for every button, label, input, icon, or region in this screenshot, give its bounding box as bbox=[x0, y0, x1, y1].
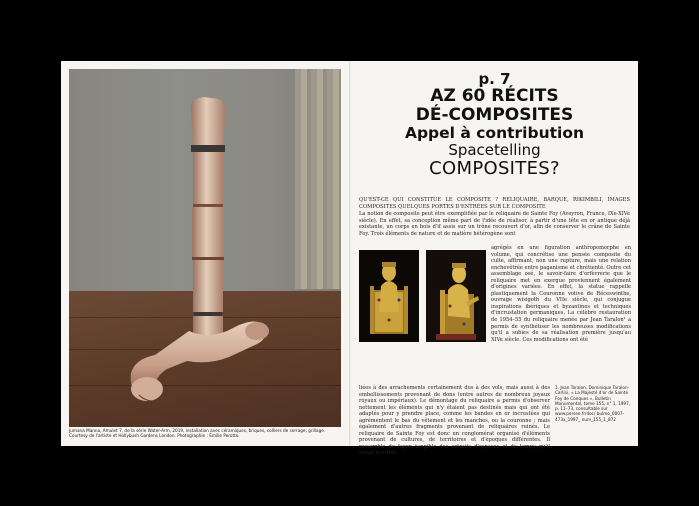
sculpture bbox=[69, 69, 341, 427]
magazine-spread bbox=[61, 61, 638, 457]
heading-line-4: Spacetelling bbox=[448, 141, 541, 159]
caption-line-2: Courtesy de l'artiste et Hollybush Gardens London. Photographie : Émilie Perotto. bbox=[69, 433, 240, 439]
caption-line-1: Jumana Manna, Amulet 7, de la série Water-Arm, 2019, installation avec céramiques, briques, colliers de serrage, grillage. bbox=[69, 428, 326, 433]
paragraph-column-right: agrégés en une figuration anthropomorphe en volume, qui concrétise une pensée composite du culte, affirmant, non une rupture, mais une relation enchevêtrée entre paganisme et chrétienté. Outre cet assemblage osé, le savoir-faire d'orfèvrerie que le reliquaire met en exergue proviennent également d'origines variées. En effet, la statue rappelle plastiquement la Couronne votive de Réceswinthe, ouvrage wisigoth du VIIe siècle, qui conjugue inspirations ibériques et byzantines et techniques d'incrustation germaniques. La célèbre restauration de 1954–55 du reliquaire menée par Jean Taralon¹ a permis de synthétiser les nombreuses modifications qu'il a subies de sa réalisation première jusqu'au XIVe siècle. Ces modifications ont été bbox=[491, 245, 631, 343]
paragraph-1: La notion de composite peut être exemplifiée par le reliquaire de Sainte Foy (Aveyron, France, IXe-XIVe siècle). En effet, sa conception même part de l'idée de réaliser, à partir d'une tête en or antique déjà existante, un corps en bois d'if assis sur un trône recouvert d'or, afin de conserver le crâne de Sainte Foy. Trois éléments de nature et de matière hétérogène sont bbox=[359, 211, 630, 237]
artwork-photograph bbox=[69, 69, 341, 427]
article-heading bbox=[351, 71, 638, 179]
page-reference: p. 7 bbox=[478, 70, 511, 88]
heading-line-5: COMPOSITES? bbox=[429, 158, 560, 179]
reliquary-images bbox=[359, 248, 487, 382]
photo-caption bbox=[69, 428, 341, 439]
heading-line-2: DÉ-COMPOSITES bbox=[415, 105, 574, 125]
heading-line-1: AZ 60 RÉCITS bbox=[430, 86, 559, 106]
paragraph-lower: liées à des arrachements certainement dus à des vols, mais aussi à des embellissements provenant de dons (entre autres de nombreux joyaux royaux ou impériaux). Le démontage du reliquaire a permis d'observer nettement les éléments qui n'y étaient pas destinés mais qui ont été adaptés pour y prendre place, comme les bandes en or incrustées qui agrémentent le bas du vêtement et les manches, ou la couronne ; mais également d'autres fragments provenant de reliquaires ruinés. Le reliquaire de Sainte Foy est donc un conglomérat organisé d'éléments provenant de cultures, de territoires et d'époques différentes. Il rassemble de façon tangible des extraits d'espaces et de temps qu'il serait possible bbox=[359, 385, 550, 457]
reliquary-image-front bbox=[359, 250, 419, 342]
intro-caps: QU'EST-CE QUI CONSTITUE LE COMPOSITE ? RELIQUAIRE, BARQUE, RIKIMBILI, IMAGES COMPOSITES QUELQUES PORTES D'ENTRÉES SUR LE COMPOSITE bbox=[359, 197, 630, 210]
footnote: 1. Jean Taralon, Dominique Taralon-Carlini, « La Majesté d'or de Sainte Foy de Conques », Bulletin Monumental, tome 155, n° 1, 1997, p. 11–73, consultable sur www.persee.fr/doc/ bulmo_0007-473x_1997_ num_155_1_872 bbox=[555, 385, 631, 422]
reliquary-image-side bbox=[426, 250, 486, 342]
right-page bbox=[351, 61, 638, 457]
heading-line-3: Appel à contribution bbox=[404, 124, 585, 142]
